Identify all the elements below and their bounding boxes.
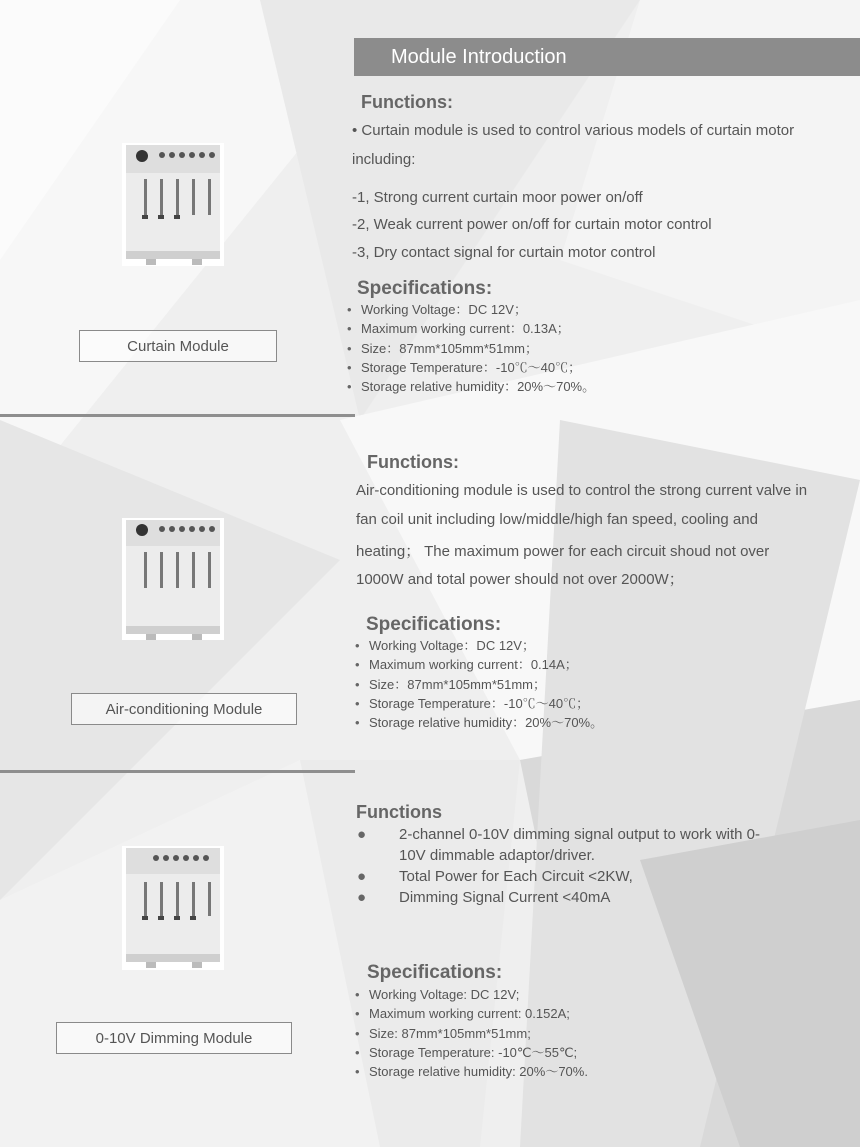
spec-item: • Working Voltage：DC 12V；	[347, 300, 595, 319]
spec-item: • Maximum working current：0.14A；	[355, 655, 603, 674]
aircon-desc-line-4: 1000W and total power should not over 2000W；	[356, 571, 684, 588]
spec-item: • Size：87mm*105mm*51mm；	[347, 339, 595, 358]
aircon-module-label: Air-conditioning Module	[71, 693, 297, 725]
curtain-intro-line-1: • Curtain module is used to control various models of curtain motor	[352, 122, 795, 139]
spec-item: • Size：87mm*105mm*51mm；	[355, 675, 603, 694]
dimming-spec-heading: Specifications:	[367, 962, 503, 983]
curtain-function-item-2: -2, Weak current power on/off for curtain motor control	[352, 216, 712, 233]
section-title: Module Introduction	[391, 46, 567, 68]
spec-item: • Working Voltage: DC 12V;	[355, 985, 588, 1004]
dimming-function-item-3: ● Dimming Signal Current <40mA	[357, 889, 611, 906]
spec-item: • Working Voltage：DC 12V；	[355, 636, 603, 655]
dimming-functions-heading: Functions	[356, 802, 442, 822]
section-divider-1	[0, 414, 355, 417]
curtain-spec-heading: Specifications:	[357, 278, 493, 299]
bullet-icon: ●	[357, 889, 367, 906]
curtain-functions-heading: Functions:	[361, 92, 453, 112]
spec-item: • Storage Temperature：-10℃～40℃；	[355, 694, 603, 713]
dimming-function-item-2: ● Total Power for Each Circuit <2KW,	[357, 868, 633, 885]
dimming-function-item-1: ● 2-channel 0-10V dimming signal output to work with 0- 10V dimmable adaptor/driver.	[357, 826, 761, 864]
aircon-spec-heading: Specifications:	[366, 614, 502, 635]
aircon-desc-line-1: Air-conditioning module is used to control the strong current valve in	[356, 482, 808, 499]
curtain-module-label: Curtain Module	[79, 330, 277, 362]
spec-item: • Storage relative humidity：20%～70%。	[355, 713, 603, 732]
section-header	[354, 38, 860, 76]
curtain-function-item-1: -1, Strong current curtain moor power on/off	[352, 189, 643, 206]
spec-item: • Maximum working current：0.13A；	[347, 319, 595, 338]
dimming-module-image	[122, 846, 224, 970]
aircon-functions-heading: Functions:	[367, 452, 459, 472]
curtain-spec-list	[347, 300, 595, 396]
aircon-desc-line-2: fan coil unit including low/middle/high fan speed, cooling and	[356, 511, 758, 528]
section-divider-2	[0, 770, 355, 773]
spec-item: • Storage relative humidity: 20%～70%.	[355, 1062, 588, 1081]
aircon-spec-list	[355, 636, 603, 732]
spec-item: • Storage Temperature：-10℃～40℃；	[347, 358, 595, 377]
bullet-icon: ●	[357, 826, 367, 843]
aircon-module-image	[122, 518, 224, 640]
aircon-desc-line-3: heating； The maximum power for each circuit shoud not over	[356, 543, 770, 560]
curtain-intro-line-2: including:	[352, 151, 416, 168]
spec-item: • Maximum working current: 0.152A;	[355, 1004, 588, 1023]
spec-item: • Storage Temperature: -10℃～55℃;	[355, 1043, 588, 1062]
spec-item: • Size: 87mm*105mm*51mm;	[355, 1024, 588, 1043]
curtain-module-image	[122, 143, 224, 266]
spec-item: • Storage relative humidity：20%～70%。	[347, 377, 595, 396]
curtain-function-item-3: -3, Dry contact signal for curtain motor control	[352, 244, 656, 261]
dimming-spec-list	[355, 985, 588, 1081]
bullet-icon: ●	[357, 868, 367, 885]
dimming-module-label: 0-10V Dimming Module	[56, 1022, 292, 1054]
